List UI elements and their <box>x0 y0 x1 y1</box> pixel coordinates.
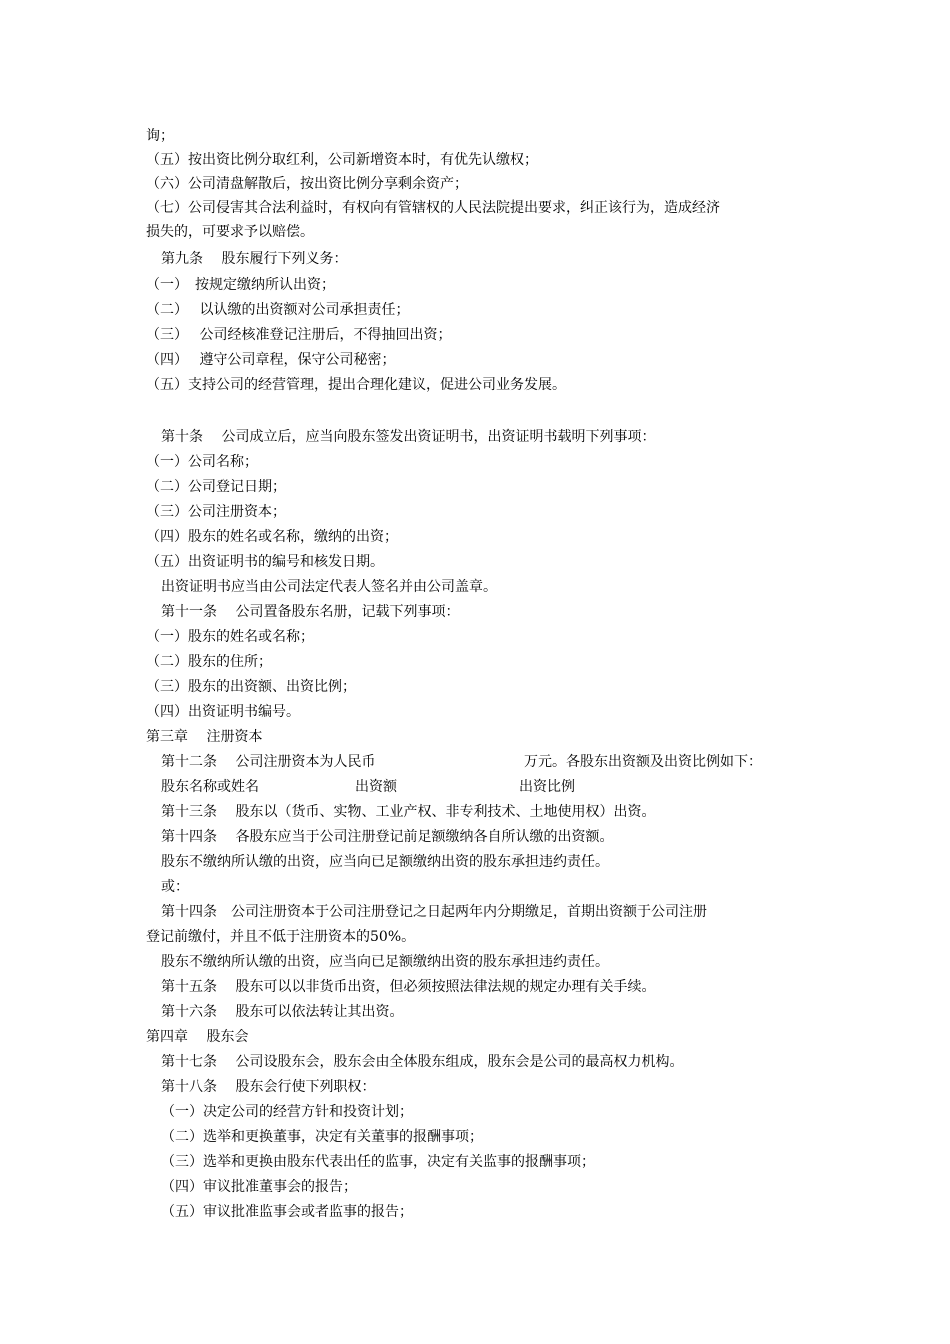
text-line: （六）公司清盘解散后，按出资比例分享剩余资产； <box>146 176 468 192</box>
text-line: （一）公司名称； <box>146 454 258 470</box>
article-heading: 第十八条 股东会行使下列职权： <box>161 1079 376 1095</box>
text-line: （三） 公司经核准登记注册后，不得抽回出资； <box>146 327 452 343</box>
chapter-heading: 第四章 股东会 <box>146 1029 249 1045</box>
column-header: 出资额 <box>355 779 397 795</box>
text-line: （三）股东的出资额、出资比例； <box>146 679 356 695</box>
text-line: （二） 以认缴的出资额对公司承担责任； <box>146 302 410 318</box>
text-line: 损失的，可要求予以赔偿。 <box>146 224 314 240</box>
text-line: （一）决定公司的经营方针和投资计划； <box>161 1104 413 1120</box>
article-heading: 第十三条 股东以（货币、实物、工业产权、非专利技术、土地使用权）出资。 <box>161 804 656 820</box>
article-heading <box>161 750 830 774</box>
text-line: （三）公司注册资本； <box>146 504 286 520</box>
text-line: 登记前缴付，并且不低于注册资本的50%。 <box>146 929 416 945</box>
text-line: （四）出资证明书编号。 <box>146 704 300 720</box>
text-line: （二）选举和更换董事，决定有关董事的报酬事项； <box>161 1129 483 1145</box>
text-line: 出资证明书应当由公司法定代表人签名并由公司盖章。 <box>161 579 497 595</box>
article-heading: 第十四条 公司注册资本于公司注册登记之日起两年内分期缴足，首期出资额于公司注册 <box>161 904 707 920</box>
article-heading: 第十一条 公司置备股东名册，记载下列事项： <box>161 604 460 620</box>
text-line: （二）股东的住所； <box>146 654 272 670</box>
text-line: （四） 遵守公司章程，保守公司秘密； <box>146 352 396 368</box>
article-heading: 第十六条 股东可以依法转让其出资。 <box>161 1004 404 1020</box>
text-line: 询； <box>146 128 174 144</box>
text-line: 或： <box>161 879 189 895</box>
text-line: （五）出资证明书的编号和核发日期。 <box>146 554 384 570</box>
text-line: （五）按出资比例分取红利，公司新增资本时，有优先认缴权； <box>146 152 538 168</box>
text-line: （四）审议批准董事会的报告； <box>161 1179 357 1195</box>
text-line: （五）审议批准监事会或者监事的报告； <box>161 1204 413 1220</box>
article-heading: 第十五条 股东可以以非货币出资，但必须按照法律法规的规定办理有关手续。 <box>161 979 656 995</box>
article-heading: 第十四条 各股东应当于公司注册登记前足额缴纳各自所认缴的出资额。 <box>161 829 614 845</box>
text-line: 股东不缴纳所认缴的出资，应当向已足额缴纳出资的股东承担违约责任。 <box>161 854 609 870</box>
article-heading: 第十七条 公司设股东会，股东会由全体股东组成，股东会是公司的最高权力机构。 <box>161 1054 684 1070</box>
text-segment: 第十二条 公司注册资本为人民币 <box>161 754 376 770</box>
text-line: （一） 按规定缴纳所认出资； <box>146 277 335 293</box>
text-line: （四）股东的姓名或名称，缴纳的出资； <box>146 529 398 545</box>
text-line: （三）选举和更换由股东代表出任的监事，决定有关监事的报酬事项； <box>161 1154 595 1170</box>
table-header-row <box>161 775 830 799</box>
chapter-heading: 第三章 注册资本 <box>146 729 263 745</box>
article-heading: 第九条 股东履行下列义务： <box>161 251 348 267</box>
text-line: （七）公司侵害其合法利益时，有权向有管辖权的人民法院提出要求，纠正该行为，造成经济 <box>146 200 720 216</box>
text-line: 股东不缴纳所认缴的出资，应当向已足额缴纳出资的股东承担违约责任。 <box>161 954 609 970</box>
column-header: 出资比例 <box>519 779 575 795</box>
column-header: 股东名称或姓名 <box>161 779 259 795</box>
article-heading: 第十条 公司成立后，应当向股东签发出资证明书，出资证明书载明下列事项： <box>161 429 656 445</box>
text-line: （五）支持公司的经营管理，提出合理化建议，促进公司业务发展。 <box>146 377 566 393</box>
text-line: （二）公司登记日期； <box>146 479 286 495</box>
text-segment: 万元。各股东出资额及出资比例如下： <box>524 754 762 770</box>
text-line: （一）股东的姓名或名称； <box>146 629 314 645</box>
